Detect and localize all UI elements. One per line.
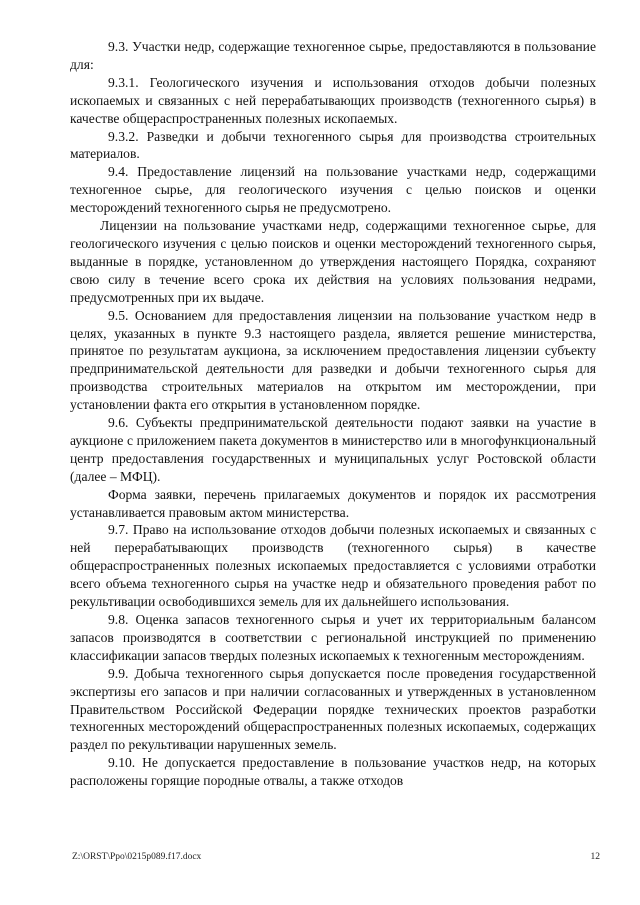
paragraph-9-4: 9.4. Предоставление лицензий на пользование участками недр, содержащими техногенное сырье, для геологического изучения с целью поисков и оценки месторождений техногенного сырья не предусмотрено.	[70, 164, 596, 216]
paragraph-9-6: 9.6. Субъекты предпринимательской деятельности подают заявки на участие в аукционе с приложением пакета документов в министерство или в многофункциональный центр предоставления государственных и муниципальных услуг Ростовской области (далее – МФЦ).	[70, 415, 596, 484]
footer-page-number: 12	[590, 852, 600, 862]
paragraph-9-3-2: 9.3.2. Разведки и добычи техногенного сырья для производства строительных материалов.	[70, 128, 596, 162]
paragraph-9-3-1: 9.3.1. Геологического изучения и использования отходов добычи полезных ископаемых и связанных с ней перерабатывающих производств (техногенного сырья) в качестве общераспространенных полезных ископаемых.	[70, 74, 596, 126]
paragraph-9-8: 9.8. Оценка запасов техногенного сырья и учет их территориальным балансом запасов производятся в соответствии с региональной инструкцией по применению классификации запасов твердых полезных ископаемых к техногенным месторождениям.	[70, 612, 596, 663]
footer-file-path: Z:\ORST\Ppo\0215p089.f17.docx	[72, 852, 202, 862]
paragraph-9-10: 9.10. Не допускается предоставление в пользование участков недр, на которых расположены горящие породные отвалы, а также отходов	[70, 755, 596, 789]
document-body	[70, 38, 596, 790]
paragraph-9-3: 9.3. Участки недр, содержащие техногенное сырье, предоставляются в пользование для:	[70, 39, 596, 72]
paragraph-9-7: 9.7. Право на использование отходов добычи полезных ископаемых и связанных с ней перерабатывающих производств (техногенного сырья) в качестве общераспространенных полезных ископаемых предоставляется с условиями отработки всего объема техногенного сырья на участке недр и обязательного проведения работ по рекультивации освободившихся земель для их дальнейшего использования.	[70, 522, 596, 610]
paragraph-licenses: Лицензии на пользование участками недр, содержащими техногенное сырье, для геологического изучения с целью поисков и оценки месторождений техногенного сырья, выданные в порядке, установленном до утверждения настоящего Порядка, сохраняют свою силу в течение всего срока их действия на условиях пользования недрами, предусмотренных при их выдаче.	[70, 218, 596, 305]
paragraph-9-5: 9.5. Основанием для предоставления лицензии на пользование участком недр в целях, указанных в пункте 9.3 настоящего раздела, является решение министерства, принятое по результатам аукциона, за исключением предоставления лицензии субъекту предпринимательской деятельности для разведки и добычи техногенного сырья для производства строительных материалов на открытом им месторождении, при установлении факта его открытия в установленном порядке.	[70, 307, 596, 413]
paragraph-application-form: Форма заявки, перечень прилагаемых документов и порядок их рассмотрения устанавливается правовым актом министерства.	[70, 486, 596, 520]
paragraph-9-9: 9.9. Добыча техногенного сырья допускается после проведения государственной экспертизы его запасов и при наличии согласованных и утвержденных в установленном Правительством Российской Федерации порядке технических проектов разработки техногенных месторождений общераспространенных полезных ископаемых, содержащих раздел по рекультивации нарушенных земель.	[70, 665, 596, 753]
